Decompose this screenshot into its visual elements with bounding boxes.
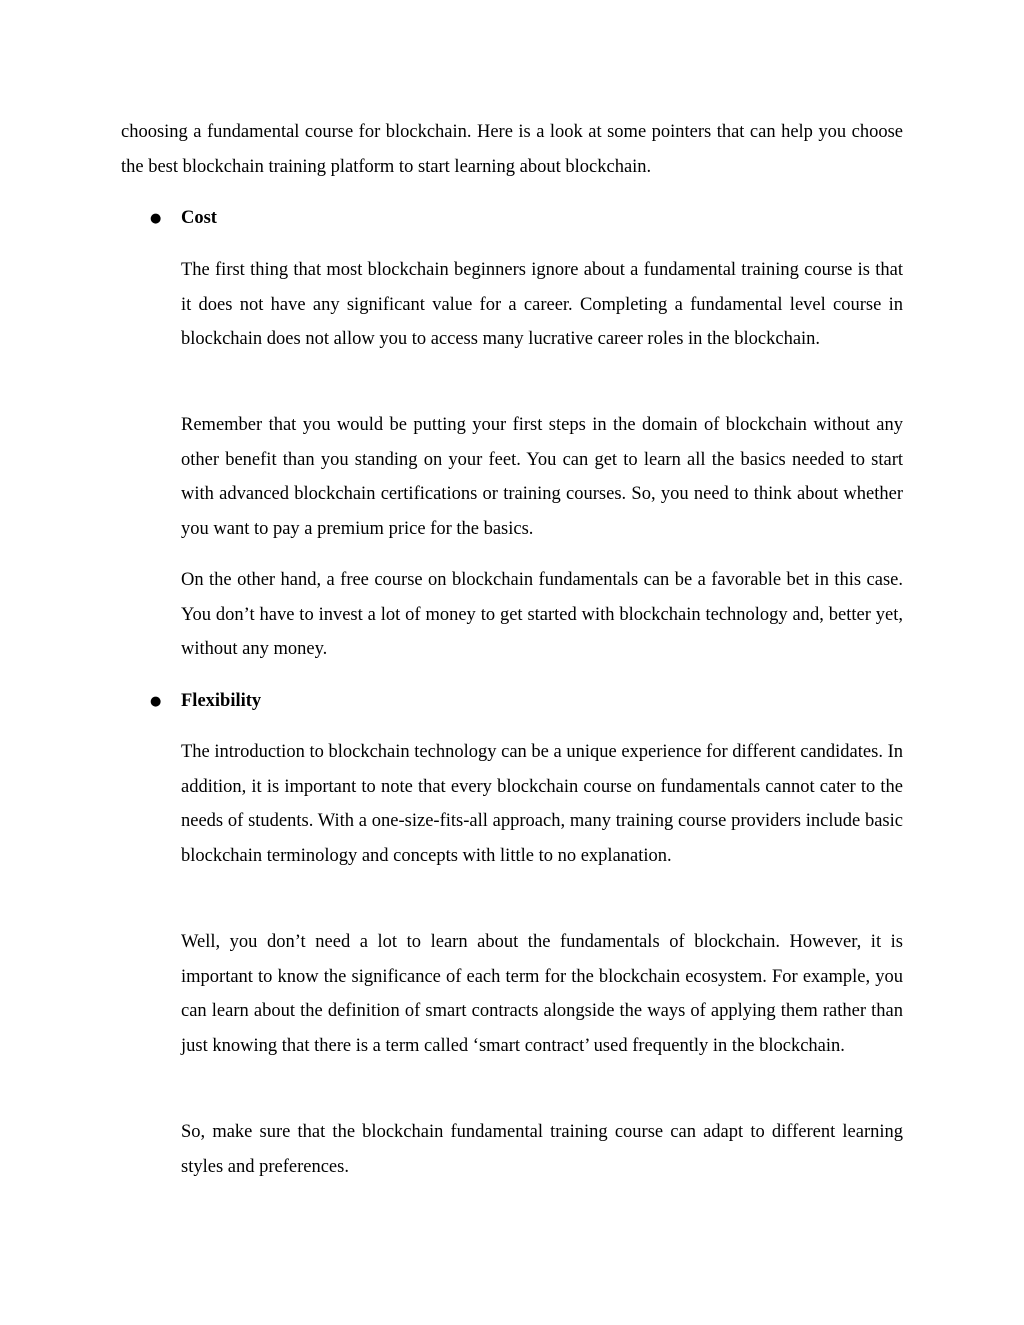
bullet-icon: ●	[150, 694, 162, 709]
section-cost-heading-row	[150, 201, 910, 236]
cost-paragraph-3: On the other hand, a free course on blockchain fundamentals can be a favorable bet in this case. You don’t have to invest a lot of money to get started with blockchain technology and, better yet, without any money.	[181, 570, 903, 660]
cost-paragraph-2: Remember that you would be putting your first steps in the domain of blockchain without any other benefit than you standing on your feet. You can get to learn all the basics needed to start with advanced blockchain certifications or training courses. So, you need to think about whether you want to pay a premium price for the basics.	[181, 415, 903, 540]
section-heading-flexibility: Flexibility	[181, 691, 262, 711]
intro-paragraph: choosing a fundamental course for blockchain. Here is a look at some pointers that can help you choose the best blockchain training platform to start learning about blockchain.	[121, 122, 903, 177]
section-flexibility-heading-row	[150, 684, 910, 719]
cost-paragraph-1: The first thing that most blockchain beginners ignore about a fundamental training course is that it does not have any significant value for a career. Completing a fundamental level course in blockchain does not allow you to access many lucrative career roles in the blockchain.	[181, 260, 903, 350]
bullet-icon: ●	[150, 211, 162, 226]
section-heading-cost: Cost	[181, 208, 217, 228]
flexibility-paragraph-1: The introduction to blockchain technology can be a unique experience for different candidates. In addition, it is important to note that every blockchain course on fundamentals cannot cater to the needs of students. With a one-size-fits-all approach, many training course providers include basic blockchain terminology and concepts with little to no explanation.	[181, 742, 903, 867]
flexibility-paragraph-2: Well, you don’t need a lot to learn about the fundamentals of blockchain. However, it is important to know the significance of each term for the blockchain ecosystem. For example, you can learn about the definition of smart contracts alongside the ways of applying them rather than just knowing that there is a term called ‘smart contract’ used frequently in the blockchain.	[181, 932, 903, 1057]
flexibility-paragraph-3: So, make sure that the blockchain fundamental training course can adapt to different learning styles and preferences.	[181, 1122, 903, 1177]
